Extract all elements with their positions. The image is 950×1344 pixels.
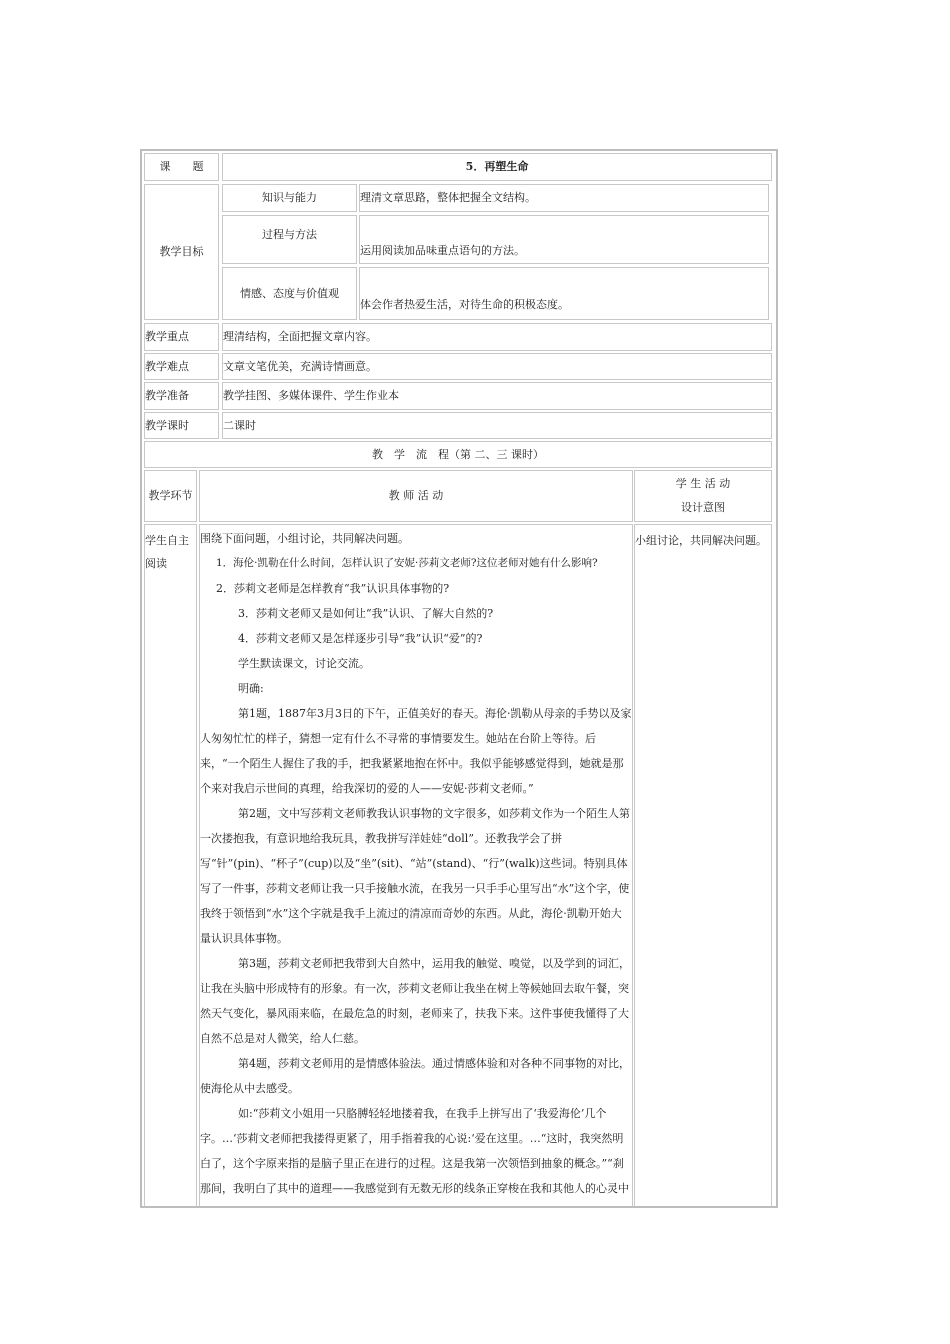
example-paragraph: 如:“莎莉文小姐用一只胳膊轻轻地搂着我，在我手上拼写出了‘我爱海伦’几个字。…‘莎莉文老师把我搂得更紧了，用手指着我的心说:‘爱在这里。…“这时，我突然明白了，这个字原来指的是脑子里正在进行的过程。这是我第一次领悟到抽象的概念。”“刹那间，我明白了其中的道理——我感觉到有无数无形的线条正穿梭在我和其他人的心灵中	[200, 1107, 629, 1195]
difficulty-label: 教学难点	[144, 353, 219, 380]
col-stage-header: 教学环节	[144, 470, 197, 522]
answer-3-paragraph: 第3题，莎莉文老师把我带到大自然中，运用我的触觉、嗅觉，以及学到的词汇，让我在头脑中形成特有的形象。有一次，莎莉文老师让我坐在树上等候她回去取午餐，突然天气变化，暴风雨来临，在最危急的时刻，老师来了，扶我下来。这件事使我懂得了大自然不总是对人微笑，给人仁慈。	[200, 957, 630, 1045]
clarify-line: 明确:	[238, 682, 264, 695]
flow-title: 教 学 流 程（第 二、三 课时）	[144, 441, 772, 468]
objective-emotion-value: 体会作者热爱生活，对待生命的积极态度。	[359, 267, 769, 320]
topic-label: 课 题	[144, 153, 219, 181]
objective-process-label: 过程与方法	[222, 215, 357, 264]
topic-value: 5．再塑生命	[222, 153, 772, 181]
question-1: 1．海伦·凯勒在什么时间，怎样认识了安妮·莎莉文老师?这位老师对她有什么影响?	[216, 557, 598, 569]
teacher-intro-line: 围绕下面问题，小组讨论，共同解决问题。	[200, 532, 409, 545]
teacher-activity-cell	[199, 524, 633, 1208]
hours-label: 教学课时	[144, 412, 219, 439]
student-activity-text: 小组讨论，共同解决问题。	[635, 534, 767, 547]
answer-4-paragraph: 第4题，莎莉文老师用的是情感体验法。通过情感体验和对各种不同事物的对比，使海伦从中去感受。	[200, 1057, 630, 1095]
objective-process-value: 运用阅读加品味重点语句的方法。	[359, 215, 769, 264]
stage-text-2: 阅读	[145, 557, 167, 570]
col-student-header	[634, 470, 772, 522]
col-teacher-header: 教 师 活 动	[199, 470, 633, 522]
prep-label: 教学准备	[144, 382, 219, 410]
student-activity-cell	[634, 524, 772, 1208]
key-value: 理清结构，全面把握文章内容。	[222, 323, 772, 351]
objective-knowledge-label: 知识与能力	[222, 184, 357, 212]
question-3: 3．莎莉文老师又是如何让“我”认识、了解大自然的?	[238, 607, 494, 620]
stage-text-1: 学生自主	[145, 534, 189, 547]
stage-cell	[144, 524, 197, 1208]
difficulty-value: 文章文笔优美，充满诗情画意。	[222, 353, 772, 380]
prep-value: 教学挂图、多媒体课件、学生作业本	[222, 382, 772, 410]
col-design-intent-label: 设计意图	[681, 501, 725, 514]
col-student-activity-label: 学 生 活 动	[675, 477, 731, 490]
question-2: 2．莎莉文老师是怎样教育“我”认识具体事物的?	[216, 582, 450, 595]
lesson-plan-table	[140, 149, 778, 1208]
objectives-label: 教学目标	[144, 184, 219, 320]
answer-2-paragraph: 第2题，文中写莎莉文老师教我认识事物的文字很多，如莎莉文作为一个陌生人第一次搂抱我，有意识地给我玩具，教我拼写洋娃娃“doll”。还教我学会了拼写“针”(pin)、“杯子”(cup)以及“坐”(sit)、“站”(stand)、“行”(walk)这些词。特别具体写了一件事，莎莉文老师让我一只手接触水流，在我另一只手手心里写出“水”这个字，使我终于领悟到“水”这个字就是我手上流过的清凉而奇妙的东西。从此，海伦·凯勒开始大量认识具体事物。	[200, 807, 630, 945]
key-label: 教学重点	[144, 323, 219, 351]
student-reading-line: 学生默读课文，讨论交流。	[238, 657, 370, 670]
objective-knowledge-value: 理清文章思路，整体把握全文结构。	[359, 184, 769, 212]
hours-value: 二课时	[222, 412, 772, 439]
answer-1-paragraph: 第1题，1887年3月3日的下午，正值美好的春天。海伦·凯勒从母亲的手势以及家人匆匆忙忙的样子，猜想一定有什么不寻常的事情要发生。她站在台阶上等待。后来，“一个陌生人握住了我的手，把我紧紧地抱在怀中。我似乎能够感觉得到，她就是那个来对我启示世间的真理，给我深切的爱的人——安妮·莎莉文老师。”	[200, 707, 632, 795]
question-4: 4．莎莉文老师又是怎样逐步引导“我”认识“爱”的?	[238, 632, 483, 645]
objective-emotion-label: 情感、态度与价值观	[222, 267, 357, 320]
